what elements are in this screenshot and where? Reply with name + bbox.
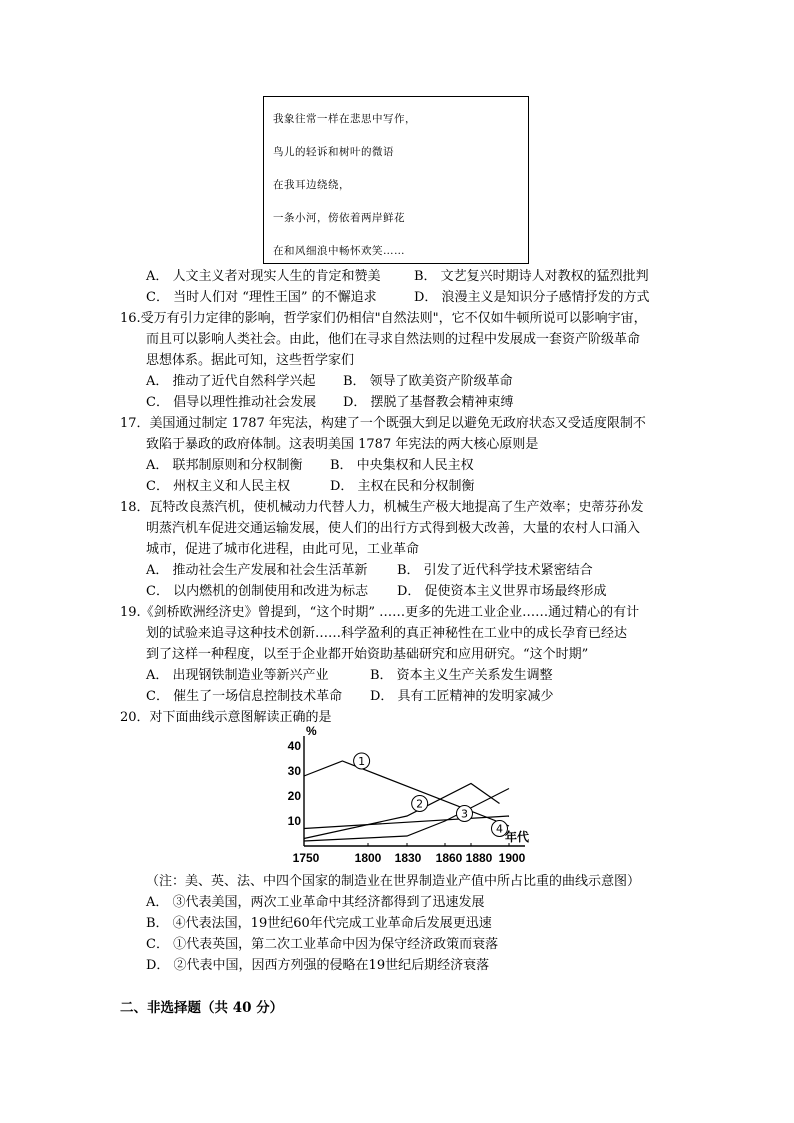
q16-stem: 而且可以影响人类社会。由此，他们在寻求自然法则的过程中发展成一套资产阶级革命 [146, 332, 641, 347]
q17-stem: 致陷于暴政的政府体制。这表明美国 1787 年宪法的两大核心原则是 [146, 437, 539, 452]
section-title: 二、非选择题（共 40 分） [120, 1000, 284, 1016]
q20-note: （注：美、英、法、中四个国家的制造业在世界制造业产值中所占比重的曲线示意图） [146, 874, 641, 889]
series-label: 3 [461, 807, 468, 821]
q15-option-a: A． 人文主义者对现实人生的肯定和赞美 [146, 269, 381, 284]
q20-option-c: C． ①代表英国，第二次工业革命中因为保守经济政策而衰落 [146, 937, 499, 952]
q20-stem: 20．对下面曲线示意图解读正确的是 [120, 710, 332, 725]
q16-option-d: D． 摆脱了基督教会精神束缚 [343, 395, 514, 410]
q17-option-b: B． 中央集权和人民主权 [330, 458, 474, 473]
q17-stem: 17．美国通过制定 1787 年宪法，构建了一个既强大到足以避免无政府状态又受适度限制不 [120, 416, 646, 431]
chart-marks [304, 753, 509, 841]
q17-option-c: C． 州权主义和人民主权 [146, 479, 291, 494]
q18-option-a: A． 推动社会生产发展和社会生活革新 [146, 563, 368, 578]
q19-stem: 到了这样一种程度，以至于企业都开始资助基础研究和应用研究。“这个时期” [146, 647, 589, 662]
chart-labels [288, 724, 530, 865]
q18-stem: 明蒸汽机车促进交通运输发展，使人们的出行方式得到极大改善，大量的农村人口涌入 [146, 521, 641, 536]
x-tick-label: 1900 [498, 851, 526, 865]
q20-chart-svg [280, 724, 540, 869]
q19-option-d: D． 具有工匠精神的发明家减少 [370, 689, 554, 704]
poem-line: 一条小河，傍依着两岸鲜花 [273, 212, 405, 224]
q16-option-b: B． 领导了欧美资产阶级革命 [343, 374, 513, 389]
series-label: 4 [496, 822, 503, 836]
y-axis-label: % [306, 724, 317, 738]
q17-option-d: D． 主权在民和分权制衡 [330, 479, 475, 494]
q16-stem: 思想体系。据此可知，这些哲学家们 [146, 353, 355, 368]
q19-option-c: C． 催生了一场信息控制技术革命 [146, 689, 343, 704]
q18-stem: 城市，促进了城市化进程，由此可见，工业革命 [146, 542, 420, 557]
q15-option-c: C． 当时人们对 “理性王国” 的不懈追求 [146, 290, 377, 305]
q15-option-d: D． 浪漫主义是知识分子感情抒发的方式 [414, 290, 650, 305]
q16-stem: 16.受万有引力定律的影响，哲学家们仍相信"自然法则"，它不仅如牛顿所说可以影响宇宙， [120, 311, 647, 326]
poem-line: 在和风细浪中畅怀欢笑…… [273, 245, 405, 257]
q19-stem: 19.《剑桥欧洲经济史》曾提到，“这个时期” ……更多的先进工业企业……通过精心的有计 [120, 605, 640, 620]
q19-option-b: B． 资本主义生产关系发生调整 [370, 668, 553, 683]
x-tick-label: 1800 [354, 851, 382, 865]
poem-line: 鸟儿的轻诉和树叶的微语 [273, 146, 394, 158]
q18-option-c: C． 以内燃机的创制使用和改进为标志 [146, 584, 369, 599]
series-label: 2 [416, 797, 424, 811]
y-tick-label: 40 [287, 739, 301, 753]
x-tick-label: 1880 [465, 851, 493, 865]
q20-option-a: A． ③代表美国，两次工业革命中其经济都得到了迅速发展 [146, 895, 485, 910]
x-axis-label: 年代 [505, 830, 530, 844]
y-tick-label: 10 [287, 814, 301, 828]
y-tick-label: 30 [287, 764, 301, 778]
q18-stem: 18．瓦特改良蒸汽机，使机械动力代替人力，机械生产极大地提高了生产效率；史蒂芬孙发 [120, 500, 644, 515]
series-line-3 [304, 789, 509, 842]
q19-stem: 划的试验来追寻这种技术创新……科学盈利的真正神秘性在工业中的成长孕育已经达 [146, 626, 628, 641]
q20-option-d: D． ②代表中国，因西方列强的侵略在19世纪后期经济衰落 [146, 958, 490, 973]
x-tick-label: 1750 [292, 851, 320, 865]
y-tick-label: 20 [287, 789, 301, 803]
q19-option-a: A． 出现钢铁制造业等新兴产业 [146, 668, 329, 683]
poem-box [263, 96, 529, 264]
q16-option-c: C． 倡导以理性推动社会发展 [146, 395, 317, 410]
series-line-4 [304, 816, 509, 829]
poem-line: 我象往常一样在悲思中写作， [273, 113, 416, 125]
x-tick-label: 1830 [394, 851, 422, 865]
q15-option-b: B． 文艺复兴时期诗人对教权的猛烈批判 [414, 269, 649, 284]
q20-option-b: B． ④代表法国，19世纪60年代完成工业革命后发展更迅速 [146, 916, 492, 931]
q16-option-a: A． 推动了近代自然科学兴起 [146, 374, 316, 389]
q20-chart [280, 724, 540, 869]
x-tick-label: 1860 [435, 851, 463, 865]
series-label: 1 [358, 755, 366, 768]
poem-line: 在我耳边绕绕， [273, 179, 350, 191]
q18-option-b: B． 引发了近代科学技术紧密结合 [397, 563, 593, 578]
q18-option-d: D． 促使资本主义世界市场最终形成 [397, 584, 607, 599]
q17-option-a: A． 联邦制原则和分权制衡 [146, 458, 303, 473]
